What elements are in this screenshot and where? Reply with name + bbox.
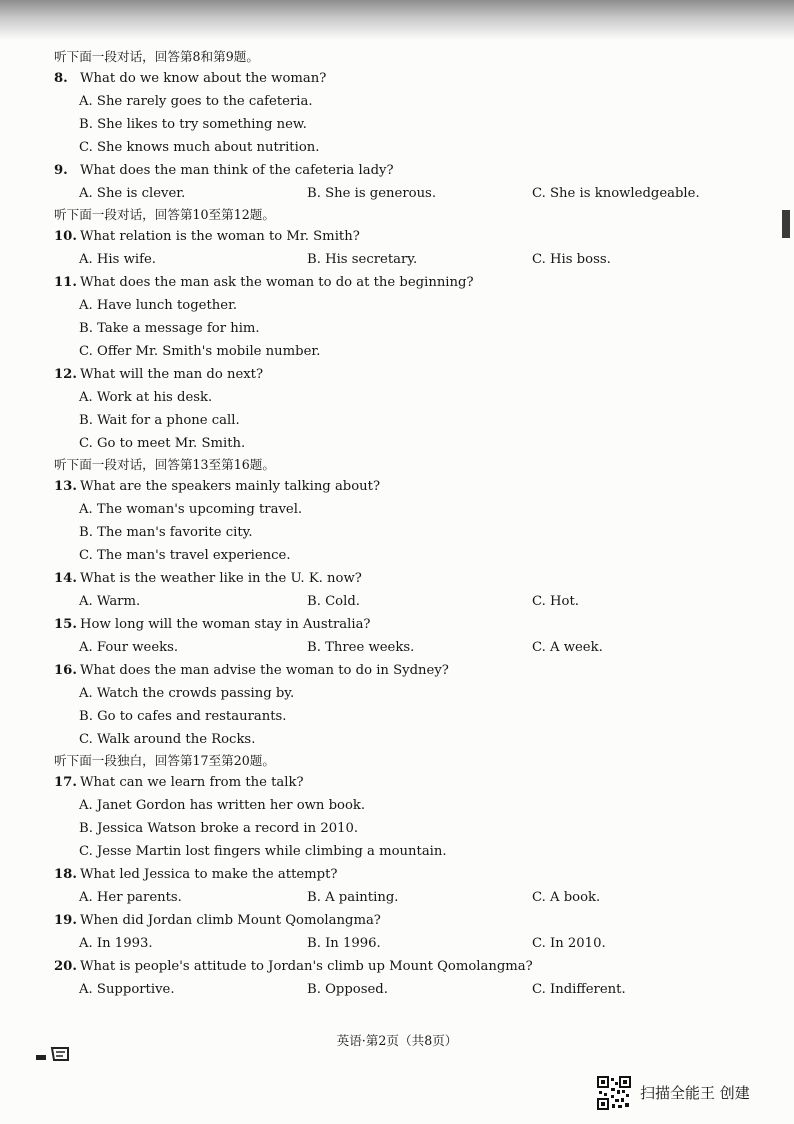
question-stem	[54, 909, 744, 932]
exam-content	[54, 47, 744, 1001]
answer-option: A. Work at his desk.	[79, 390, 213, 405]
section-instruction: 听下面一段对话，回答第13至第16题。	[54, 457, 275, 472]
answer-option: C. Hot.	[532, 594, 579, 609]
options-row	[54, 248, 744, 271]
answer-option: C. She is knowledgeable.	[532, 186, 700, 201]
question-text: What can we learn from the talk?	[80, 775, 304, 790]
answer-option: A. She is clever.	[79, 186, 186, 201]
page-edge-mark	[782, 210, 790, 238]
answer-option: B. Cold.	[307, 594, 360, 609]
answer-option: B. Opposed.	[307, 982, 388, 997]
scanner-watermark: 扫描全能王 创建	[640, 1084, 750, 1102]
question-number: 20.	[54, 959, 77, 974]
question-number: 15.	[54, 617, 77, 632]
answer-option: C. A book.	[532, 890, 601, 905]
pencil-icon	[36, 1046, 86, 1064]
section-instruction: 听下面一段独白，回答第17至第20题。	[54, 753, 275, 768]
question-number: 14.	[54, 571, 77, 586]
answer-option: C. Go to meet Mr. Smith.	[79, 436, 246, 451]
answer-option: B. She likes to try something new.	[79, 117, 307, 132]
question-text: What does the man think of the cafeteria lady?	[80, 163, 394, 178]
answer-option: C. Walk around the Rocks.	[79, 732, 256, 747]
question-stem	[54, 659, 744, 682]
question-number: 19.	[54, 913, 77, 928]
answer-option: A. She rarely goes to the cafeteria.	[79, 94, 313, 109]
answer-option: B. His secretary.	[307, 252, 418, 267]
question-text: What does the man ask the woman to do at the beginning?	[80, 275, 474, 290]
options-row	[54, 886, 744, 909]
section-instruction: 听下面一段对话，回答第10至第12题。	[54, 207, 275, 222]
question-number: 12.	[54, 367, 77, 382]
options-row	[54, 636, 744, 659]
answer-option: B. Go to cafes and restaurants.	[79, 709, 287, 724]
question-text: What are the speakers mainly talking about?	[80, 479, 381, 494]
question-stem	[54, 475, 744, 498]
answer-option: A. Have lunch together.	[79, 298, 238, 313]
options-row	[54, 932, 744, 955]
question-text: What is people's attitude to Jordan's climb up Mount Qomolangma?	[80, 959, 533, 974]
question-number: 10.	[54, 229, 77, 244]
question-number: 11.	[54, 275, 77, 290]
options-row	[54, 978, 744, 1001]
answer-option: C. Jesse Martin lost fingers while climbing a mountain.	[79, 844, 447, 859]
scan-top-shadow	[0, 0, 794, 40]
question-stem	[54, 613, 744, 636]
answer-option: B. Three weeks.	[307, 640, 415, 655]
section-instruction: 听下面一段对话，回答第8和第9题。	[54, 49, 259, 64]
question-text: How long will the woman stay in Australia?	[80, 617, 371, 632]
answer-option: B. The man's favorite city.	[79, 525, 253, 540]
answer-option: B. Take a message for him.	[79, 321, 260, 336]
answer-option: A. His wife.	[79, 252, 156, 267]
question-number: 9.	[54, 163, 68, 178]
question-stem	[54, 271, 744, 294]
answer-option: C. In 2010.	[532, 936, 606, 951]
answer-option: A. Supportive.	[79, 982, 175, 997]
answer-option: C. Indifferent.	[532, 982, 626, 997]
question-stem	[54, 67, 744, 90]
answer-option: A. In 1993.	[79, 936, 153, 951]
answer-option: C. She knows much about nutrition.	[79, 140, 320, 155]
answer-option: C. The man's travel experience.	[79, 548, 291, 563]
question-text: When did Jordan climb Mount Qomolangma?	[80, 913, 381, 928]
question-stem	[54, 363, 744, 386]
question-stem	[54, 225, 744, 248]
answer-option: B. In 1996.	[307, 936, 381, 951]
page-footer: 英语·第2页（共8页）	[336, 1033, 458, 1048]
question-text: What is the weather like in the U. K. now?	[80, 571, 362, 586]
question-stem	[54, 159, 744, 182]
answer-option: B. She is generous.	[307, 186, 437, 201]
options-row	[54, 182, 744, 205]
question-stem	[54, 567, 744, 590]
question-number: 17.	[54, 775, 77, 790]
answer-option: A. Her parents.	[79, 890, 182, 905]
answer-option: A. Janet Gordon has written her own book.	[79, 798, 366, 813]
question-number: 8.	[54, 71, 68, 86]
answer-option: A. Watch the crowds passing by.	[79, 686, 295, 701]
question-text: What does the man advise the woman to do in Sydney?	[80, 663, 449, 678]
question-text: What led Jessica to make the attempt?	[80, 867, 338, 882]
question-stem	[54, 771, 744, 794]
question-number: 18.	[54, 867, 77, 882]
answer-option: A. The woman's upcoming travel.	[79, 502, 303, 517]
question-stem	[54, 863, 744, 886]
answer-option: A. Four weeks.	[79, 640, 179, 655]
answer-option: C. A week.	[532, 640, 603, 655]
question-text: What do we know about the woman?	[80, 71, 327, 86]
qr-code-icon	[597, 1076, 631, 1110]
question-number: 13.	[54, 479, 77, 494]
question-stem	[54, 955, 744, 978]
answer-option: C. Offer Mr. Smith's mobile number.	[79, 344, 321, 359]
answer-option: B. Jessica Watson broke a record in 2010.	[79, 821, 359, 836]
options-row	[54, 590, 744, 613]
question-text: What will the man do next?	[80, 367, 264, 382]
question-number: 16.	[54, 663, 77, 678]
answer-option: B. A painting.	[307, 890, 399, 905]
answer-option: A. Warm.	[79, 594, 141, 609]
answer-option: B. Wait for a phone call.	[79, 413, 240, 428]
answer-option: C. His boss.	[532, 252, 611, 267]
question-text: What relation is the woman to Mr. Smith?	[80, 229, 360, 244]
